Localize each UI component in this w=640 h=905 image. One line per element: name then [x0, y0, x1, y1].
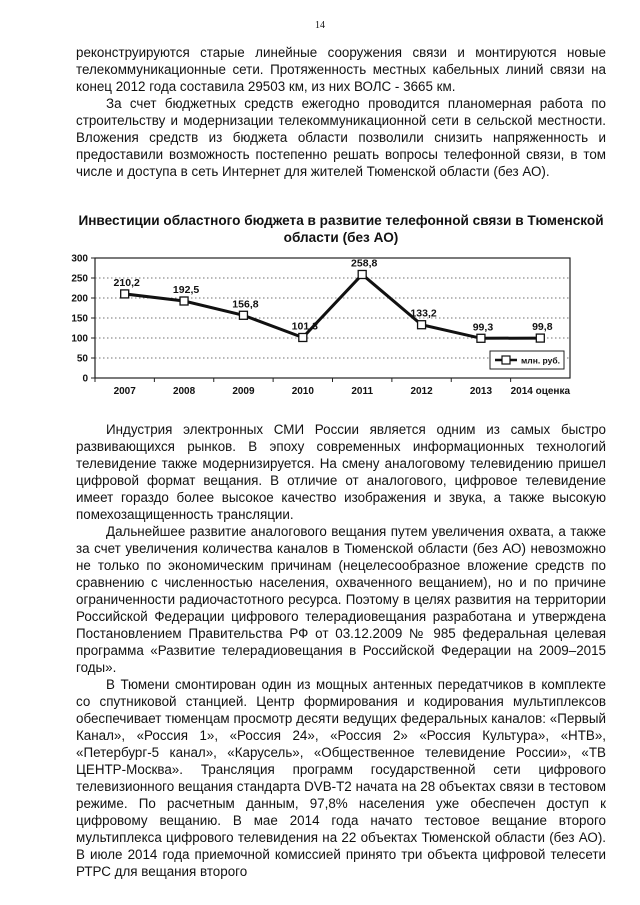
data-label: 101,3 — [291, 320, 318, 333]
data-label: 156,8 — [232, 298, 259, 311]
data-label: 210,2 — [113, 276, 140, 289]
paragraph: В Тюмени смонтирован один из мощных антенных передатчиков в комплекте со спутниковой станцией. Центр формирования и кодирования мультиплексов обеспечивает тюменцам просмотр десяти ведущих федеральных каналов: «Первый Канал», «Россия 1», «Россия 24», «Россия 2» «Россия Культура», «НТВ», «Петербург-5 канал», «Карусель», «Общественное телевидение России», «ТВ ЦЕНТР-Москва». Трансляция программ государственной сети цифрового телевизионного вещания стандарта DVB-T2 начата на 28 объектах связи в тестовом режиме. По расчетным данным, 97,8% населения уже обеспечен доступ к цифровому вещанию. В мае 2014 года начато тестовое вещание второго мультиплекса цифрового телевидения на 22 объектах Тюменской области (без АО). В июле 2014 года приемочной комиссией принято три объекта цифровой телесети РТРС для вещания второго — [76, 677, 606, 879]
x-tick-label: 2014 оценка — [510, 386, 571, 397]
y-tick-label: 0 — [82, 373, 88, 385]
x-tick-label: 2009 — [232, 386, 255, 397]
investment-line-chart — [0, 245, 640, 405]
legend-marker-sample — [502, 356, 510, 364]
y-tick-label: 100 — [71, 333, 88, 345]
x-tick-label: 2010 — [291, 386, 314, 397]
x-tick-label: 2007 — [113, 386, 136, 397]
x-tick-label: 2008 — [172, 386, 196, 397]
page-number: 14 — [315, 20, 325, 31]
data-label: 99,8 — [532, 321, 553, 334]
data-point — [180, 297, 188, 305]
paragraph: За счет бюджетных средств ежегодно проводится планомерная работа по строительству и модернизации телекоммуникационной сети в сельской местности. Вложения средств из бюджета области позволили снизить напряженность и предоставили возможность постепенно решать вопросы телефонной связи, в том числе и доступа в сеть Интернет для жителей Тюменской области (без АО). — [76, 96, 606, 179]
x-tick-label: 2013 — [469, 386, 493, 397]
data-point — [536, 334, 544, 342]
x-tick-label: 2012 — [410, 386, 433, 397]
data-label: 133,2 — [410, 307, 437, 320]
data-point — [299, 333, 307, 341]
y-tick-label: 50 — [76, 353, 88, 365]
paragraph: Дальнейшее развитие аналогового вещания путем увеличения охвата, а также за счет увеличения количества каналов в Тюменской области (без АО) невозможно не только по экономическим причинам (нецелесообразное вложение средств по сравнению с численностью населения, охваченного вещанием), но и по причине ограниченности радиочастотного ресурса. Поэтому в целях развития на территории Российской Федерации цифрового телерадиовещания разработана и утверждена Постановлением Правительства РФ от 03.12.2009 № 985 федеральная целевая программа «Развитие телерадиовещания в Российской Федерации на 2009–2015 годы». — [76, 524, 606, 675]
data-point — [418, 321, 426, 329]
x-tick-label: 2011 — [351, 386, 374, 397]
paragraph: Индустрия электронных СМИ России является одним из самых быстро развивающихся рынков. В эпоху современных информационных технологий телевидение также модернизируется. На смену аналоговому телевидению пришел цифровой формат вещания. В отличие от аналогового, цифровое телевидение имеет гораздо более высокое качество изображения и звука, а также высокую помехозащищенность трансляции. — [76, 422, 606, 522]
data-label: 99,3 — [472, 321, 494, 334]
data-point — [358, 270, 366, 278]
data-point — [121, 290, 129, 298]
data-point — [239, 311, 247, 319]
text-section-top — [76, 44, 606, 180]
y-tick-label: 250 — [71, 273, 88, 285]
text-section-bottom — [76, 421, 606, 880]
y-tick-label: 200 — [71, 293, 88, 305]
paragraph: реконструируются старые линейные сооружения связи и монтируются новые телекоммуникационные сети. Протяженность местных кабельных линий связи на конец 2012 года составила 29503 км, из них ВОЛС - 3665 км. — [76, 45, 606, 94]
data-label: 258,8 — [351, 257, 378, 270]
legend-label: млн. руб. — [521, 355, 560, 366]
data-label: 192,5 — [172, 284, 200, 296]
y-tick-label: 300 — [71, 253, 88, 265]
y-tick-label: 150 — [71, 313, 88, 325]
data-point — [477, 334, 485, 342]
chart-title: Инвестиции областного бюджета в развитие телефонной связи в Тюменской области (без АО) — [78, 213, 604, 245]
